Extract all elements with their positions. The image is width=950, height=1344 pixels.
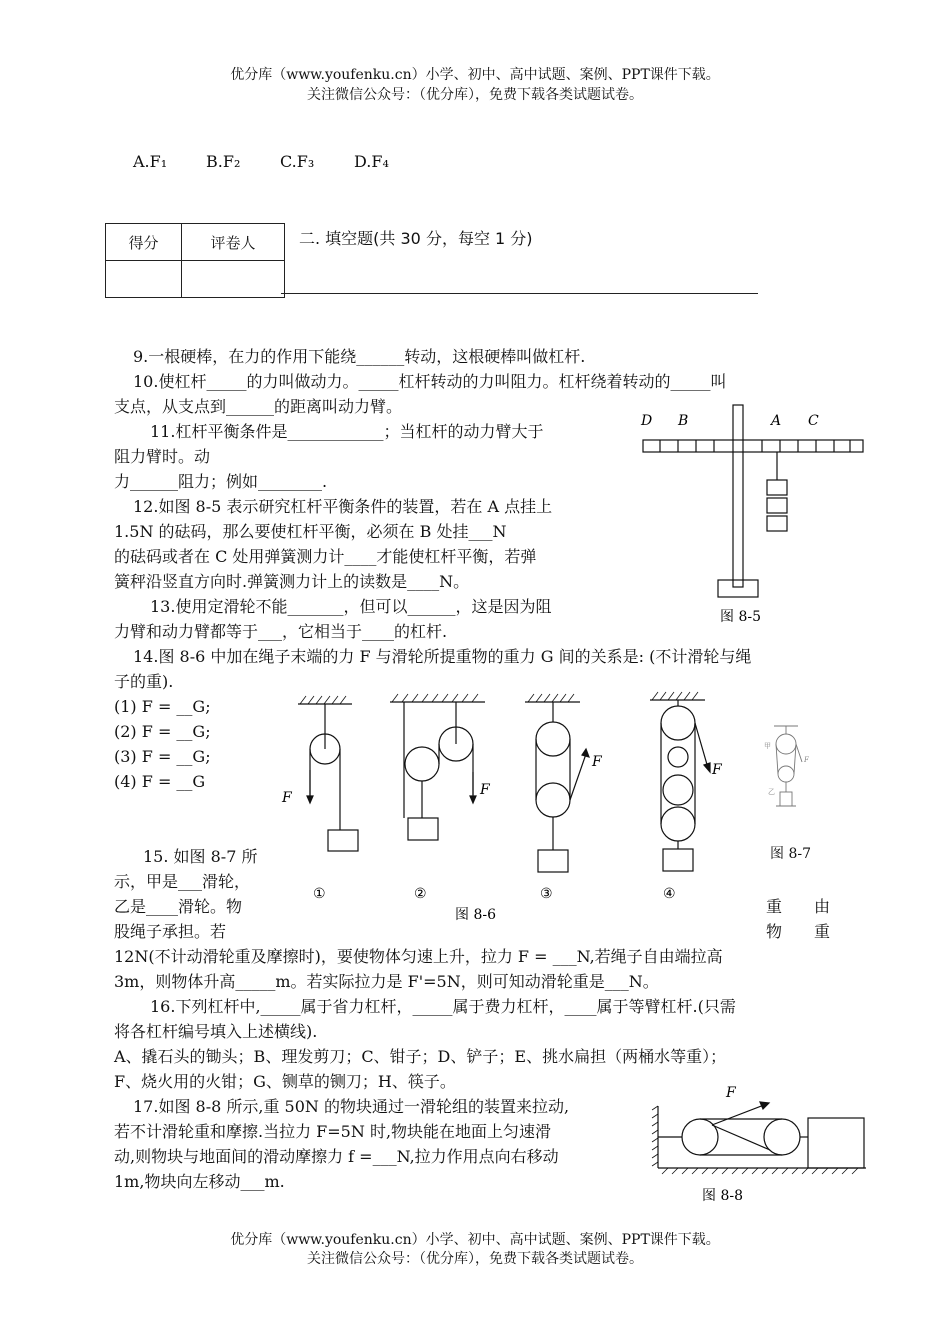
q14-item2: (2) F = __G;: [114, 722, 211, 741]
footer-line-1: 优分库（www.youfenku.cn）小学、初中、高中试题、案例、PPT课件下载。: [230, 1232, 720, 1248]
figure-8-8: [652, 1080, 872, 1205]
q16-line1: 16.下列杠杆中,_____属于省力杠杆，_____属于费力杠杆，____属于等臂杠杆.(只需: [150, 997, 736, 1016]
fig87-caption: 图 8-7: [770, 846, 811, 862]
q15-right1: 重 由: [766, 897, 831, 916]
fig86-force-4: F: [712, 762, 722, 778]
q11-line1: 11.杠杆平衡条件是____________；当杠杆的动力臂大于: [150, 422, 544, 441]
fig88-caption: 图 8-8: [702, 1188, 743, 1204]
fig85-label-d: D: [641, 413, 653, 429]
q14-item1: (1) F = __G;: [114, 697, 211, 716]
fig87-force: F: [804, 756, 809, 764]
q16-line4: F、烧火用的火钳；G、铡草的铡刀；H、筷子。: [114, 1072, 456, 1091]
q16-line3: A、撬石头的锄头；B、理发剪刀；C、钳子；D、铲子；E、挑水扁担（两桶水等重）；: [114, 1047, 727, 1066]
q14-line2: 子的重).: [114, 672, 174, 691]
option-b: B.F₂: [206, 152, 241, 171]
q14-item4: (4) F = __G: [114, 772, 206, 791]
q17-line3: 动,则物块与地面间的滑动摩擦力 f =___N,拉力作用点向右移动: [114, 1147, 559, 1166]
fig86-number-4: ④: [663, 886, 676, 902]
q15-line5: 12N(不计动滑轮重及摩擦时)，要使物体匀速上升，拉力 F = ___N,若绳子自由端拉高: [114, 947, 723, 966]
score-cell: [106, 261, 182, 298]
fig88-force: F: [726, 1085, 736, 1101]
fig87-label-yi: 乙: [768, 788, 775, 796]
footer-line-2: 关注微信公众号：（优分库），免费下载各类试题试卷。: [307, 1251, 643, 1267]
section-title: 二. 填空题(共 30 分，每空 1 分): [299, 229, 533, 248]
option-a: A.F₁: [133, 152, 168, 171]
score-table: [105, 223, 285, 298]
grader-cell: [182, 261, 285, 298]
fig85-label-c: C: [808, 413, 819, 429]
q12-line2: 1.5N 的砝码，那么要使杠杆平衡，必须在 B 处挂___N: [114, 522, 507, 541]
fig86-number-2: ②: [414, 886, 427, 902]
q12-line4: 簧秤沿竖直方向时.弹簧测力计上的读数是____N。: [114, 572, 470, 591]
figure-8-6: [280, 692, 720, 922]
figure-8-7: [762, 722, 852, 862]
section-divider: [281, 293, 758, 294]
q17-line2: 若不计滑轮重和摩擦.当拉力 F=5N 时,物块能在地面上匀速滑: [114, 1122, 552, 1141]
fig85-label-b: B: [678, 413, 689, 429]
q10-line1: 10.使杠杆_____的力叫做动力。_____杠杆转动的力叫阻力。杠杆绕着转动的_____叫: [133, 372, 727, 391]
option-d: D.F₄: [354, 152, 389, 171]
q10-line2: 支点，从支点到______的距离叫动力臂。: [114, 397, 403, 416]
figure-8-5: [638, 400, 868, 630]
q12-line3: 的砝码或者在 C 处用弹簧测力计____才能使杠杆平衡，若弹: [114, 547, 537, 566]
q13-line2: 力臂和动力臂都等于___，它相当于____的杠杆.: [114, 622, 448, 641]
fig86-force-2: F: [480, 782, 490, 798]
q16-line2: 将各杠杆编号填入上述横线).: [114, 1022, 318, 1041]
fig87-label-jia: 甲: [764, 742, 771, 750]
q11-line2: 阻力臂时。动: [114, 447, 211, 466]
header-line-1: 优分库（www.youfenku.cn）小学、初中、高中试题、案例、PPT课件下载。: [230, 67, 720, 83]
q15-right2: 物 重: [766, 922, 831, 941]
q14-item3: (3) F = __G;: [114, 747, 211, 766]
q17-line4: 1m,物块向左移动___m.: [114, 1172, 285, 1191]
fig86-number-1: ①: [313, 886, 326, 902]
fig86-caption: 图 8-6: [455, 907, 496, 923]
q15-line4: 股绳子承担。若: [114, 922, 227, 941]
q9: 9.一根硬棒，在力的作用下能绕______转动，这根硬棒叫做杠杆.: [133, 347, 586, 366]
q13-line1: 13.使用定滑轮不能_______，但可以______，这是因为阻: [150, 597, 552, 616]
fig85-label-a: A: [771, 413, 782, 429]
fig86-force-3: F: [592, 754, 602, 770]
q15-line1: 15. 如图 8-7 所: [143, 847, 258, 866]
header-line-2: 关注微信公众号：（优分库），免费下载各类试题试卷。: [307, 87, 643, 103]
q11-line3: 力______阻力；例如________.: [114, 472, 328, 491]
q12-line1: 12.如图 8-5 表示研究杠杆平衡条件的装置，若在 A 点挂上: [133, 497, 553, 516]
q17-line1: 17.如图 8-8 所示,重 50N 的物块通过一滑轮组的装置来拉动,: [133, 1097, 570, 1116]
fig86-number-3: ③: [540, 886, 553, 902]
q15-line3: 乙是____滑轮。物: [114, 897, 243, 916]
q14-line1: 14.图 8-6 中加在绳子末端的力 F 与滑轮所提重物的重力 G 间的关系是: (不计滑轮与绳: [133, 647, 752, 666]
q15-line6: 3m，则物体升高_____m。若实际拉力是 F'=5N，则可知动滑轮重是___N。: [114, 972, 659, 991]
grader-header: 评卷人: [182, 224, 285, 261]
option-c: C.F₃: [280, 152, 315, 171]
fig85-caption: 图 8-5: [720, 609, 761, 625]
score-header: 得分: [106, 224, 182, 261]
q15-line2: 示，甲是___滑轮，: [114, 872, 251, 891]
fig86-force-1: F: [282, 790, 292, 806]
